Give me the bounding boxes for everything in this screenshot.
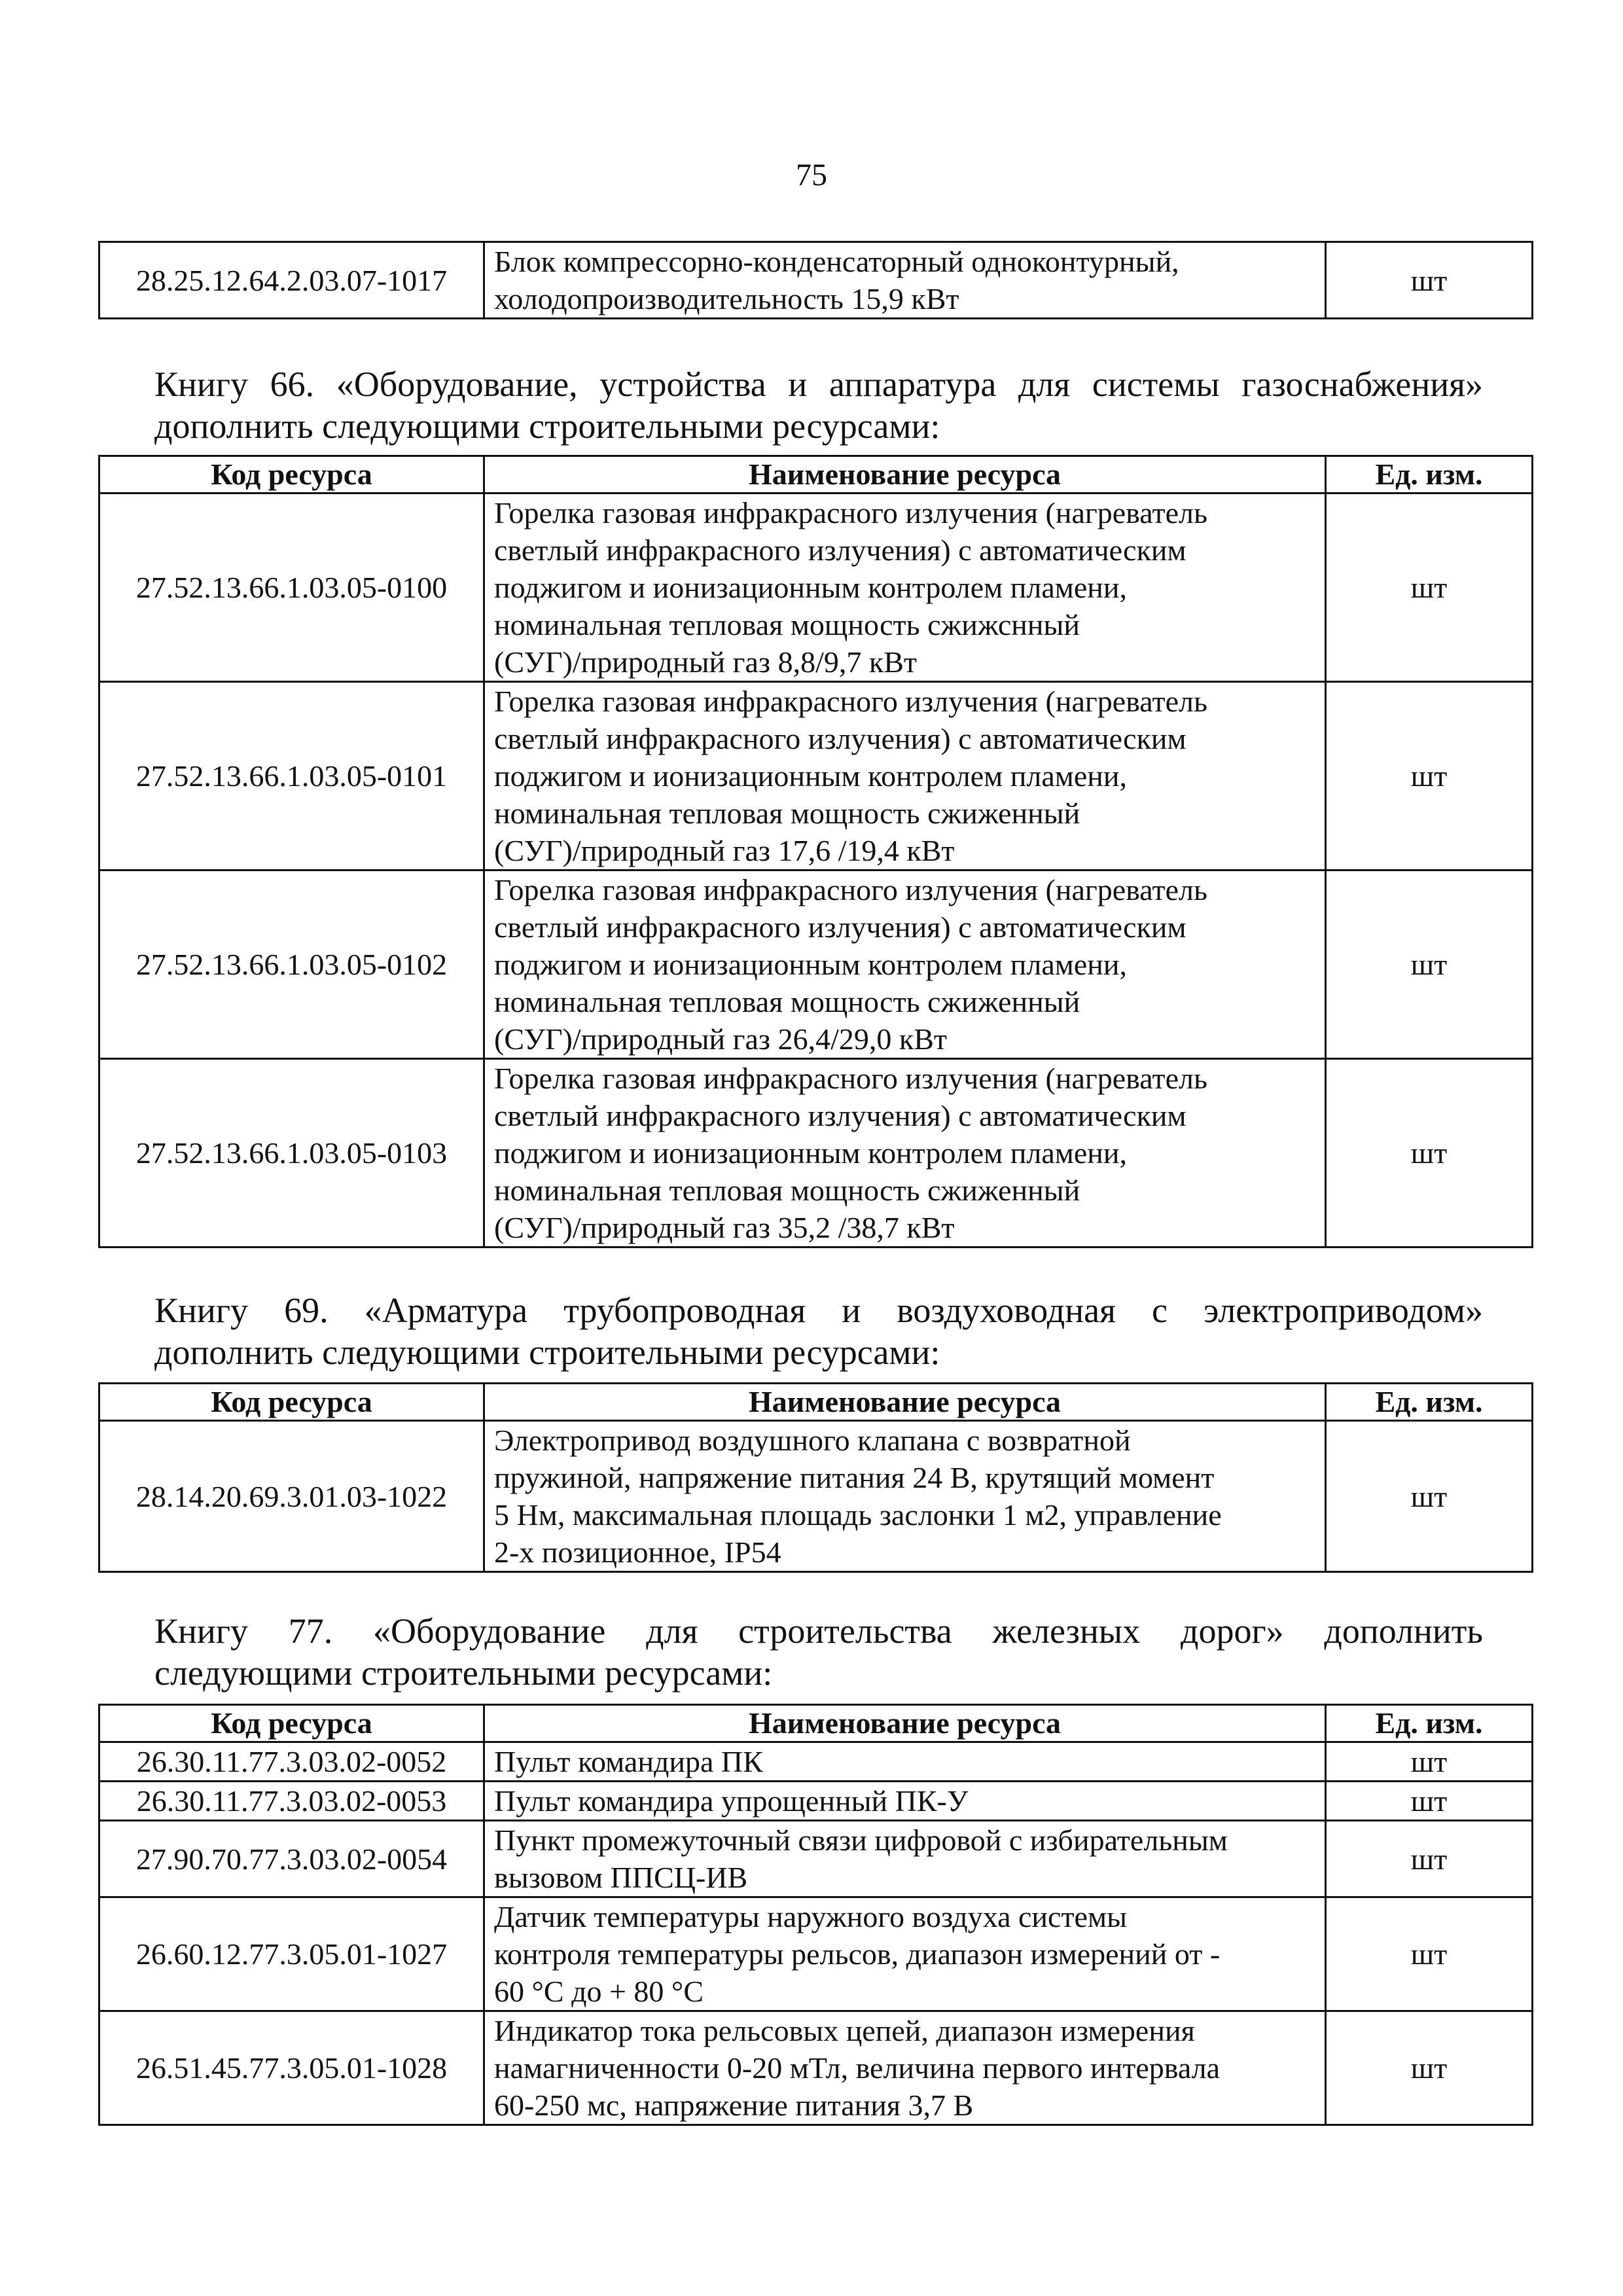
book66-table-body <box>99 493 1533 1247</box>
resource-name-line: пружиной, напряжение питания 24 В, крутящий момент <box>494 1461 1215 1494</box>
resource-unit: шт <box>1326 870 1533 1059</box>
resource-code: 27.52.13.66.1.03.05-0102 <box>99 870 484 1059</box>
table-row <box>99 870 1533 1059</box>
resource-name-line: Пульт командира упрощенный ПК-У <box>494 1784 969 1818</box>
resource-name-line: Горелка газовая инфракрасного излучения (нагреватель <box>494 1062 1207 1095</box>
resource-name-line: вызовом ППСЦ-ИВ <box>494 1861 748 1894</box>
resource-code: 28.25.12.64.2.03.07-1017 <box>99 242 484 319</box>
book77-table <box>98 1704 1533 2126</box>
resource-name-line: поджигом и ионизационным контролем пламени, <box>494 948 1128 981</box>
resource-name <box>484 1059 1326 1247</box>
resource-unit: шт <box>1326 1897 1533 2011</box>
book66-title-line2: дополнить следующими строительными ресурсами: <box>154 406 940 446</box>
header-name: Наименование ресурса <box>484 1384 1326 1421</box>
resource-name-line: (СУГ)/природный газ 8,8/9,7 кВт <box>494 645 917 679</box>
resource-name-line: контроля температуры рельсов, диапазон измерений от - <box>494 1937 1221 1971</box>
book77-title-line1: Книгу 77. «Оборудование для строительства железных дорог» дополнить <box>154 1611 1483 1651</box>
resource-name-line: поджигом и ионизационным контролем пламени, <box>494 571 1128 604</box>
header-code: Код ресурса <box>99 456 484 493</box>
resource-name <box>484 1897 1326 2011</box>
resource-name-line: Пульт командира ПК <box>494 1745 763 1778</box>
resource-name-line: Индикатор тока рельсовых цепей, диапазон измерения <box>494 2014 1195 2047</box>
book77-table-body <box>99 1742 1533 2125</box>
resource-name-line: 5 Нм, максимальная площадь заслонки 1 м2, управление <box>494 1498 1222 1532</box>
table-row <box>99 493 1533 682</box>
resource-name-line: номинальная тепловая мощность сжиженный <box>494 1174 1080 1207</box>
resource-name-line: 60-250 мс, напряжение питания 3,7 В <box>494 2089 974 2122</box>
resource-code: 26.30.11.77.3.03.02-0053 <box>99 1782 484 1821</box>
book77-title-line2: следующими строительными ресурсами: <box>154 1653 773 1693</box>
header-name: Наименование ресурса <box>484 456 1326 493</box>
book69-title-line2: дополнить следующими строительными ресурсами: <box>154 1333 940 1372</box>
resource-name <box>484 1782 1326 1821</box>
resource-name <box>484 870 1326 1059</box>
table-row <box>99 682 1533 870</box>
resource-name <box>484 242 1326 319</box>
resource-name-line: холодопроизводительность 15,9 кВт <box>494 282 959 315</box>
header-code: Код ресурса <box>99 1705 484 1742</box>
table-row <box>99 1742 1533 1782</box>
book69-title <box>154 1289 1483 1373</box>
table-row <box>99 2011 1533 2125</box>
resource-unit: шт <box>1326 1742 1533 1782</box>
resource-unit: шт <box>1326 1059 1533 1247</box>
resource-name-line: (СУГ)/природный газ 26,4/29,0 кВт <box>494 1022 947 1056</box>
table-header-row <box>99 1705 1533 1742</box>
page-number: 75 <box>796 158 827 192</box>
resource-name-line: 2-х позиционное, IP54 <box>494 1535 781 1569</box>
resource-name-line: светлый инфракрасного излучения) с автоматическим <box>494 533 1186 567</box>
resource-name-line: номинальная тепловая мощность сжиженный <box>494 985 1080 1018</box>
header-unit: Ед. изм. <box>1326 1705 1533 1742</box>
book69-table-body <box>99 1421 1533 1572</box>
table-row <box>99 1421 1533 1572</box>
book66-title <box>154 363 1483 447</box>
resource-name-line: поджигом и ионизационным контролем пламени, <box>494 1136 1128 1170</box>
header-unit: Ед. изм. <box>1326 1384 1533 1421</box>
resource-name-line: (СУГ)/природный газ 35,2 /38,7 кВт <box>494 1211 955 1244</box>
table-row <box>99 1782 1533 1821</box>
resource-name <box>484 682 1326 870</box>
resource-unit: шт <box>1326 2011 1533 2125</box>
resource-code: 27.90.70.77.3.03.02-0054 <box>99 1821 484 1897</box>
table-row <box>99 1821 1533 1897</box>
resource-name-line: 60 °С до + 80 °С <box>494 1975 704 2008</box>
table-header-row <box>99 456 1533 493</box>
resource-name-line: светлый инфракрасного излучения) с автоматическим <box>494 910 1186 944</box>
resource-name-line: Блок компрессорно-конденсаторный одноконтурный, <box>494 245 1179 278</box>
resource-code: 26.60.12.77.3.05.01-1027 <box>99 1897 484 2011</box>
resource-name <box>484 1742 1326 1782</box>
header-name: Наименование ресурса <box>484 1705 1326 1742</box>
book66-table <box>98 455 1533 1248</box>
resource-name-line: (СУГ)/природный газ 17,6 /19,4 кВт <box>494 834 955 867</box>
resource-unit: шт <box>1326 493 1533 682</box>
book69-table <box>98 1382 1533 1573</box>
table-row <box>99 1059 1533 1247</box>
resource-name-line: номинальная тепловая мощность сжиженный <box>494 797 1080 830</box>
resource-code: 27.52.13.66.1.03.05-0103 <box>99 1059 484 1247</box>
resource-code: 28.14.20.69.3.01.03-1022 <box>99 1421 484 1572</box>
resource-unit: шт <box>1326 1821 1533 1897</box>
resource-name-line: Горелка газовая инфракрасного излучения (нагреватель <box>494 685 1207 718</box>
table-header-row <box>99 1384 1533 1421</box>
resource-name <box>484 1421 1326 1572</box>
resource-code: 26.30.11.77.3.03.02-0052 <box>99 1742 484 1782</box>
header-unit: Ед. изм. <box>1326 456 1533 493</box>
resource-name-line: светлый инфракрасного излучения) с автоматическим <box>494 722 1186 755</box>
resource-name-line: поджигом и ионизационным контролем пламени, <box>494 759 1128 793</box>
resource-unit: шт <box>1326 682 1533 870</box>
book77-title <box>154 1610 1483 1694</box>
resource-unit: шт <box>1326 1421 1533 1572</box>
table-row <box>99 1897 1533 2011</box>
top-resource-table <box>98 241 1533 319</box>
resource-code: 26.51.45.77.3.05.01-1028 <box>99 2011 484 2125</box>
resource-name-line: Горелка газовая инфракрасного излучения (нагреватель <box>494 873 1207 906</box>
resource-name <box>484 493 1326 682</box>
book66-title-line1: Книгу 66. «Оборудование, устройства и аппаратура для системы газоснабжения» <box>154 365 1483 404</box>
book69-title-line1: Книгу 69. «Арматура трубопроводная и воздуховодная с электроприводом» <box>154 1291 1483 1330</box>
resource-unit: шт <box>1326 242 1533 319</box>
resource-name-line: намагниченности 0-20 мТл, величина первого интервала <box>494 2051 1221 2085</box>
resource-code: 27.52.13.66.1.03.05-0100 <box>99 493 484 682</box>
resource-unit: шт <box>1326 1782 1533 1821</box>
resource-name-line: Пункт промежуточный связи цифровой с избирательным <box>494 1823 1228 1857</box>
resource-name-line: светлый инфракрасного излучения) с автоматическим <box>494 1099 1186 1132</box>
resource-name-line: номинальная тепловая мощность сжижснный <box>494 608 1080 641</box>
resource-name-line: Датчик температуры наружного воздуха системы <box>494 1900 1127 1933</box>
top-table-body <box>99 242 1533 319</box>
resource-name <box>484 1821 1326 1897</box>
resource-name-line: Электропривод воздушного клапана с возвратной <box>494 1424 1131 1457</box>
resource-name <box>484 2011 1326 2125</box>
resource-name-line: Горелка газовая инфракрасного излучения (нагреватель <box>494 496 1207 529</box>
table-row <box>99 242 1533 319</box>
resource-code: 27.52.13.66.1.03.05-0101 <box>99 682 484 870</box>
header-code: Код ресурса <box>99 1384 484 1421</box>
